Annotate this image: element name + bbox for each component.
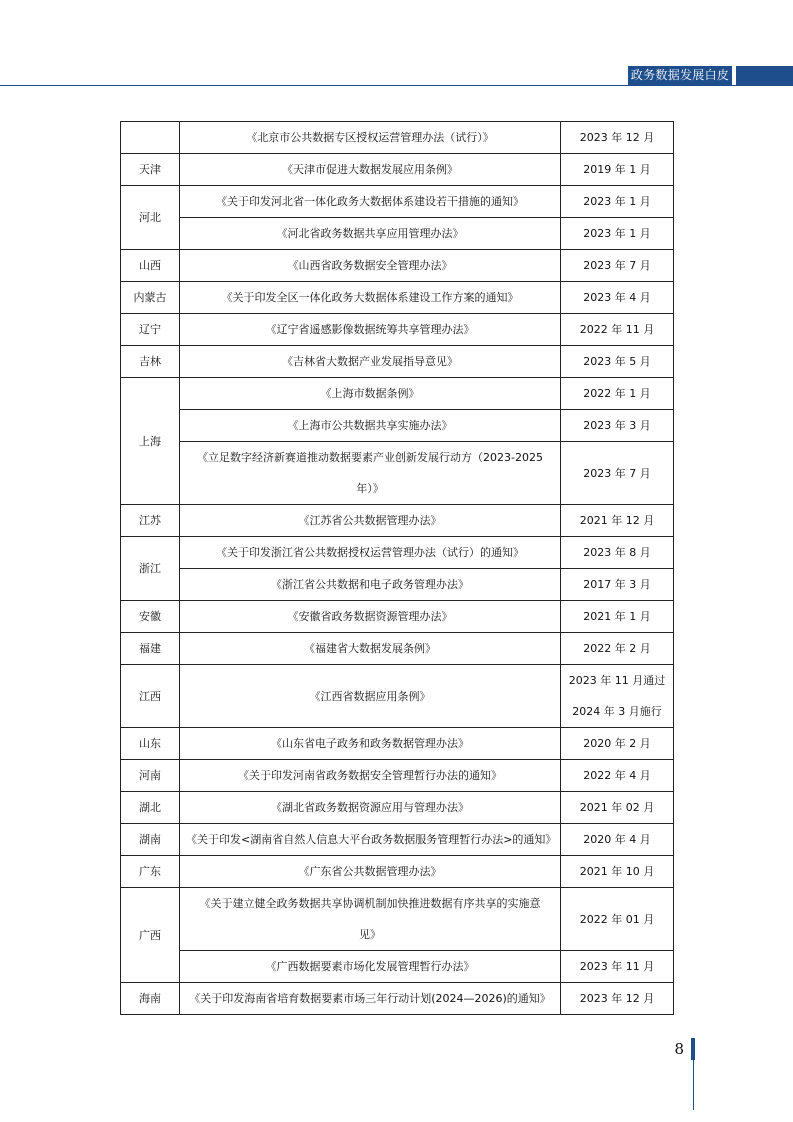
- table-row: [121, 537, 674, 569]
- policy-cell: 《辽宁省遥感影像数据统筹共享管理办法》: [180, 314, 561, 346]
- table-row: [121, 601, 674, 633]
- table-row: [121, 122, 674, 154]
- region-cell: 天津: [121, 154, 180, 186]
- table-row: [121, 728, 674, 760]
- table-row: [121, 888, 674, 951]
- date-cell: 2022 年 1 月: [561, 378, 674, 410]
- region-cell: 山西: [121, 250, 180, 282]
- date-cell: 2022 年 11 月: [561, 314, 674, 346]
- date-cell: 2023 年 5 月: [561, 346, 674, 378]
- table-row: [121, 442, 674, 505]
- policy-cell: 《广东省公共数据管理办法》: [180, 856, 561, 888]
- policy-cell: [180, 888, 561, 951]
- table-row: [121, 346, 674, 378]
- policy-cell: 《吉林省大数据产业发展指导意见》: [180, 346, 561, 378]
- table-row: [121, 665, 674, 728]
- region-cell: 辽宁: [121, 314, 180, 346]
- date-cell: 2023 年 7 月: [561, 442, 674, 505]
- date-cell: 2022 年 4 月: [561, 760, 674, 792]
- region-cell: 江西: [121, 665, 180, 728]
- date-cell: 2023 年 12 月: [561, 983, 674, 1015]
- table-row: [121, 569, 674, 601]
- date-cell: 2021 年 1 月: [561, 601, 674, 633]
- table-row: [121, 218, 674, 250]
- page-marker-bar: [691, 1038, 695, 1060]
- policy-cell: 《关于印发河南省政务数据安全管理暂行办法的通知》: [180, 760, 561, 792]
- date-cell: 2023 年 1 月: [561, 218, 674, 250]
- header-accent-bar: [736, 66, 793, 85]
- region-cell: 河北: [121, 186, 180, 250]
- region-cell: 内蒙古: [121, 282, 180, 314]
- policy-line: 《关于建立健全政务数据共享协调机制加快推进数据有序共享的实施意: [199, 897, 541, 910]
- date-cell: 2023 年 4 月: [561, 282, 674, 314]
- page-marker-line: [693, 1060, 694, 1110]
- date-cell: 2023 年 8 月: [561, 537, 674, 569]
- table-row: [121, 410, 674, 442]
- date-line: 2023 年 11 月通过: [568, 674, 666, 687]
- date-cell: 2019 年 1 月: [561, 154, 674, 186]
- policy-cell: 《关于印发全区一体化政务大数据体系建设工作方案的通知》: [180, 282, 561, 314]
- policy-cell: 《山东省电子政务和政务数据管理办法》: [180, 728, 561, 760]
- table-row: [121, 378, 674, 410]
- policy-cell: 《广西数据要素市场化发展管理暂行办法》: [180, 951, 561, 983]
- table-row: [121, 186, 674, 218]
- date-cell: 2022 年 01 月: [561, 888, 674, 951]
- table-row: [121, 856, 674, 888]
- policy-cell: 《河北省政务数据共享应用管理办法》: [180, 218, 561, 250]
- region-cell: 河南: [121, 760, 180, 792]
- policy-cell: 《江苏省公共数据管理办法》: [180, 505, 561, 537]
- policy-cell: 《立足数字经济新赛道推动数据要素产业创新发展行动方（2023-2025 年）》: [180, 442, 561, 505]
- policy-line: 见》: [359, 928, 381, 941]
- region-cell: 海南: [121, 983, 180, 1015]
- date-cell: 2023 年 12 月: [561, 122, 674, 154]
- region-cell: 广东: [121, 856, 180, 888]
- policy-cell: 《江西省数据应用条例》: [180, 665, 561, 728]
- policy-cell: 《浙江省公共数据和电子政务管理办法》: [180, 569, 561, 601]
- region-cell: [121, 122, 180, 154]
- date-cell: 2022 年 2 月: [561, 633, 674, 665]
- date-cell: 2023 年 1 月: [561, 186, 674, 218]
- region-cell: 湖北: [121, 792, 180, 824]
- policy-cell: 《关于印发河北省一体化政务大数据体系建设若干措施的通知》: [180, 186, 561, 218]
- region-cell: 江苏: [121, 505, 180, 537]
- region-cell: 福建: [121, 633, 180, 665]
- policy-table: [120, 121, 674, 1015]
- table-row: [121, 505, 674, 537]
- policy-cell: 《北京市公共数据专区授权运营管理办法（试行）》: [180, 122, 561, 154]
- policy-cell: 《关于印发海南省培育数据要素市场三年行动计划(2024—2026)的通知》: [180, 983, 561, 1015]
- region-cell: 湖南: [121, 824, 180, 856]
- table-row: [121, 983, 674, 1015]
- date-cell: 2023 年 7 月: [561, 250, 674, 282]
- table-row: [121, 250, 674, 282]
- policy-cell: 《山西省政务数据安全管理办法》: [180, 250, 561, 282]
- region-cell: 吉林: [121, 346, 180, 378]
- date-cell: 2021 年 10 月: [561, 856, 674, 888]
- table-row: [121, 314, 674, 346]
- date-cell: 2020 年 2 月: [561, 728, 674, 760]
- header-rule: [0, 85, 793, 86]
- region-cell: 上海: [121, 378, 180, 505]
- table-row: [121, 951, 674, 983]
- date-cell: 2023 年 3 月: [561, 410, 674, 442]
- policy-cell: 《福建省大数据发展条例》: [180, 633, 561, 665]
- region-cell: 山东: [121, 728, 180, 760]
- table-row: [121, 282, 674, 314]
- policy-cell: 《上海市数据条例》: [180, 378, 561, 410]
- date-cell: 2021 年 02 月: [561, 792, 674, 824]
- date-cell: [561, 665, 674, 728]
- page-number: 8: [674, 1040, 684, 1058]
- policy-cell: 《关于印发<湖南省自然人信息大平台政务数据服务管理暂行办法>的通知》: [180, 824, 561, 856]
- policy-cell: 《天津市促进大数据发展应用条例》: [180, 154, 561, 186]
- table-row: [121, 633, 674, 665]
- header-title: 政务数据发展白皮书: [628, 66, 732, 85]
- policy-cell: 《安徽省政务数据资源管理办法》: [180, 601, 561, 633]
- date-cell: 2023 年 11 月: [561, 951, 674, 983]
- table-row: [121, 760, 674, 792]
- date-cell: 2021 年 12 月: [561, 505, 674, 537]
- table-row: [121, 792, 674, 824]
- region-cell: 广西: [121, 888, 180, 983]
- region-cell: 浙江: [121, 537, 180, 601]
- region-cell: 安徽: [121, 601, 180, 633]
- date-cell: 2020 年 4 月: [561, 824, 674, 856]
- date-line: 2024 年 3 月施行: [572, 705, 662, 718]
- table-row: [121, 154, 674, 186]
- date-cell: 2017 年 3 月: [561, 569, 674, 601]
- policy-cell: 《关于印发浙江省公共数据授权运营管理办法（试行）的通知》: [180, 537, 561, 569]
- table-row: [121, 824, 674, 856]
- policy-cell: 《上海市公共数据共享实施办法》: [180, 410, 561, 442]
- policy-cell: 《湖北省政务数据资源应用与管理办法》: [180, 792, 561, 824]
